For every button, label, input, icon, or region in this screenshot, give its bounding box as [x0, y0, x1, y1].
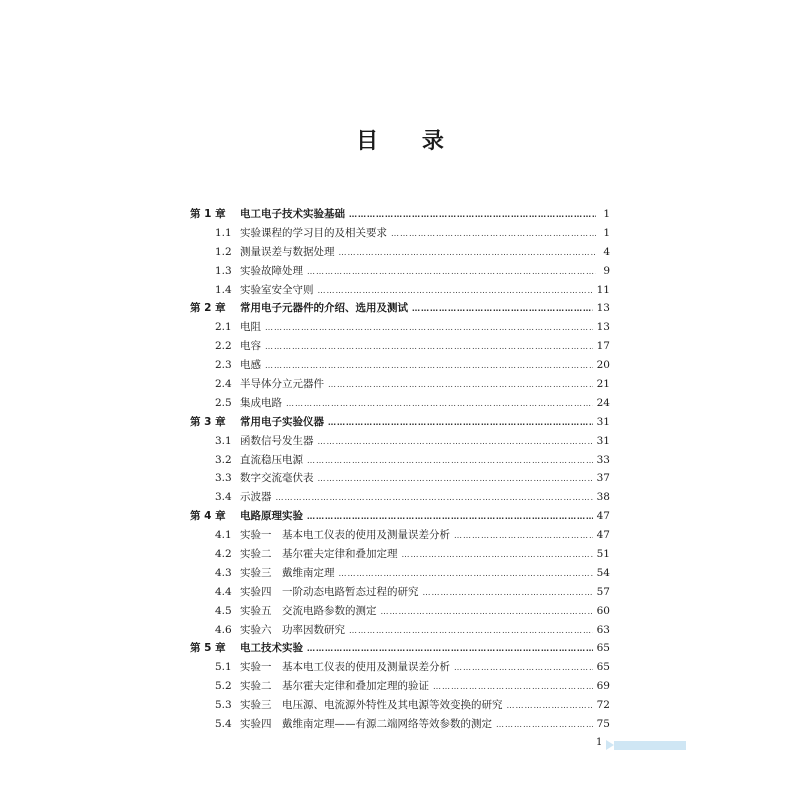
section-number: 3.4 [215, 491, 232, 504]
toc-section-row [190, 583, 610, 602]
page-number: 13 [596, 302, 610, 315]
toc-section-row [190, 621, 610, 640]
section-number: 5.1 [215, 661, 232, 674]
section-number: 3.2 [215, 453, 232, 466]
section-number: 2.2 [215, 340, 232, 353]
section-title: 实验室安全守则 [240, 283, 314, 296]
footer-page-number: 1 [596, 737, 603, 748]
section-title: 集成电路 [240, 396, 282, 409]
toc-section-row [190, 715, 610, 734]
page-title: 目 录 [356, 128, 462, 154]
page-number: 65 [596, 661, 610, 674]
leader-dots [507, 697, 593, 716]
leader-dots [339, 565, 593, 584]
leader-dots [328, 414, 593, 433]
section-number: 1.3 [215, 264, 232, 277]
section-number: 3.1 [215, 434, 232, 447]
chapter-title: 电路原理实验 [240, 510, 303, 523]
section-title: 实验三 戴维南定理 [240, 566, 335, 579]
toc-chapter-row [190, 299, 610, 318]
leader-dots [339, 244, 597, 263]
section-title: 电阻 [240, 321, 261, 334]
leader-dots [454, 659, 593, 678]
leader-dots [276, 489, 593, 508]
section-number: 2.3 [215, 359, 232, 372]
leader-dots [402, 546, 593, 565]
section-title: 实验故障处理 [240, 264, 303, 277]
toc-section-row [190, 224, 610, 243]
page-number: 47 [596, 510, 610, 523]
toc-section-row [190, 375, 610, 394]
page-number: 9 [603, 264, 610, 277]
chapter-title: 电工电子技术实验基础 [240, 208, 345, 220]
toc-section-row [190, 243, 610, 262]
toc-section-row [190, 677, 610, 696]
chapter-number: 第 2 章 [190, 302, 226, 315]
page-number: 24 [596, 396, 610, 409]
leader-dots [349, 206, 596, 225]
footer-bar-decoration [614, 741, 686, 750]
section-title: 实验二 基尔霍夫定律和叠加定理 [240, 548, 398, 561]
toc-section-row [190, 564, 610, 583]
toc-section-row [190, 658, 610, 677]
section-number: 3.3 [215, 472, 232, 485]
chapter-number: 第 4 章 [190, 510, 226, 523]
leader-dots [423, 584, 593, 603]
page-number: 75 [596, 718, 610, 731]
toc-section-row [190, 432, 610, 451]
leader-dots [318, 282, 593, 301]
section-title: 实验三 电压源、电流源外特性及其电源等效变换的研究 [240, 699, 503, 712]
section-title: 实验四 一阶动态电路暂态过程的研究 [240, 585, 419, 598]
leader-dots [496, 716, 593, 735]
toc-section-row [190, 281, 610, 300]
section-title: 实验四 戴维南定理——有源二端网络等效参数的测定 [240, 718, 492, 731]
page-number: 37 [596, 472, 610, 485]
toc-section-row [190, 451, 610, 470]
section-number: 4.4 [215, 585, 232, 598]
chapter-title: 电工技术实验 [240, 642, 303, 655]
page-number: 69 [596, 680, 610, 693]
section-number: 2.4 [215, 378, 232, 391]
page-number: 65 [596, 642, 610, 655]
chapter-number: 第 5 章 [190, 642, 226, 655]
toc-chapter-row [190, 507, 610, 526]
page-number: 63 [596, 623, 610, 636]
section-number: 1.2 [215, 245, 232, 258]
section-title: 实验六 功率因数研究 [240, 623, 345, 636]
leader-dots [454, 527, 593, 546]
toc-section-row [190, 488, 610, 507]
leader-dots [349, 622, 593, 641]
toc-section-row [190, 318, 610, 337]
page-number: 47 [596, 529, 610, 542]
section-number: 2.1 [215, 321, 232, 334]
chapter-title: 常用电子实验仪器 [240, 415, 324, 428]
page-number: 54 [596, 566, 610, 579]
toc-chapter-row [190, 205, 610, 224]
leader-dots [381, 603, 593, 622]
page-number: 11 [596, 283, 610, 296]
leader-dots [265, 319, 593, 338]
section-number: 5.3 [215, 699, 232, 712]
section-number: 4.3 [215, 566, 232, 579]
page-number: 4 [603, 245, 610, 258]
section-title: 示波器 [240, 491, 272, 504]
section-title: 数字交流毫伏表 [240, 472, 314, 485]
section-number: 4.1 [215, 529, 232, 542]
toc-section-row [190, 526, 610, 545]
page-number: 21 [596, 378, 610, 391]
section-title: 电容 [240, 340, 261, 353]
section-number: 5.2 [215, 680, 232, 693]
section-title: 实验课程的学习目的及相关要求 [240, 226, 387, 239]
leader-dots [318, 433, 593, 452]
footer-arrow-decoration [606, 740, 614, 750]
leader-dots [307, 452, 593, 471]
toc-section-row [190, 394, 610, 413]
section-title: 实验一 基本电工仪表的使用及测量误差分析 [240, 661, 450, 674]
section-title: 函数信号发生器 [240, 434, 314, 447]
leader-dots [307, 508, 593, 527]
page-number: 60 [596, 604, 610, 617]
section-number: 1.4 [215, 283, 232, 296]
toc-section-row [190, 602, 610, 621]
page-number: 20 [596, 359, 610, 372]
leader-dots [265, 338, 593, 357]
toc-section-row [190, 262, 610, 281]
section-number: 4.5 [215, 604, 232, 617]
leader-dots [286, 395, 593, 414]
page-number: 31 [596, 415, 610, 428]
section-number: 1.1 [215, 226, 232, 239]
section-title: 半导体分立元器件 [240, 378, 324, 391]
chapter-title: 常用电子元器件的介绍、选用及测试 [240, 302, 408, 315]
page-number: 1 [603, 226, 610, 239]
section-title: 电感 [240, 359, 261, 372]
leader-dots [412, 300, 593, 319]
page-number: 57 [596, 585, 610, 598]
leader-dots [433, 678, 593, 697]
toc-section-row [190, 545, 610, 564]
section-title: 测量误差与数据处理 [240, 245, 335, 258]
page-number: 31 [596, 434, 610, 447]
page-number: 13 [596, 321, 610, 334]
toc-chapter-row [190, 639, 610, 658]
leader-dots [307, 640, 593, 659]
section-number: 2.5 [215, 396, 232, 409]
toc-chapter-row [190, 413, 610, 432]
toc-section-row [190, 696, 610, 715]
section-number: 4.6 [215, 623, 232, 636]
toc-section-row [190, 469, 610, 488]
page-number: 33 [596, 453, 610, 466]
leader-dots [328, 376, 593, 395]
page-number: 51 [596, 548, 610, 561]
section-title: 实验五 交流电路参数的测定 [240, 604, 377, 617]
leader-dots [318, 470, 593, 489]
section-number: 4.2 [215, 548, 232, 561]
section-title: 直流稳压电源 [240, 453, 303, 466]
toc-section-row [190, 356, 610, 375]
page-number: 17 [596, 340, 610, 353]
toc-section-row [190, 337, 610, 356]
leader-dots [307, 263, 596, 282]
leader-dots [391, 225, 596, 244]
chapter-number: 第 1 章 [190, 208, 226, 220]
section-title: 实验二 基尔霍夫定律和叠加定理的验证 [240, 680, 429, 693]
page-number: 72 [596, 699, 610, 712]
section-title: 实验一 基本电工仪表的使用及测量误差分析 [240, 529, 450, 542]
table-of-contents [190, 205, 610, 734]
leader-dots [265, 357, 593, 376]
page-number: 38 [596, 491, 610, 504]
chapter-number: 第 3 章 [190, 415, 226, 428]
section-number: 5.4 [215, 718, 232, 731]
page-number: 1 [603, 208, 610, 220]
